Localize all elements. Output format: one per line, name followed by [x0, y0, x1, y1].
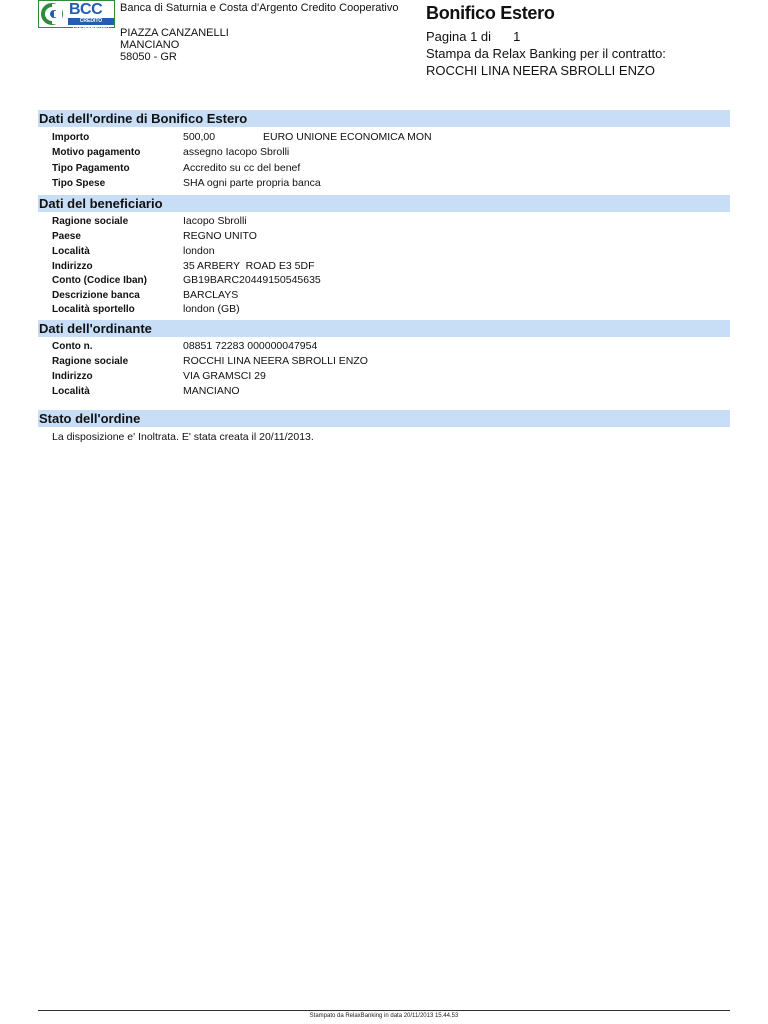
footer-text: Stampato da RelaxBanking in data 20/11/2013 15.44.53: [309, 1013, 459, 1019]
branch-city: MANCIANO: [120, 39, 180, 51]
row-value: london (GB): [183, 303, 240, 315]
row-label: Importo: [52, 132, 90, 143]
order-row: [52, 176, 730, 191]
print-note: Stampa da Relax Banking per il contratto:: [426, 46, 666, 61]
row-label: Indirizzo: [52, 371, 93, 382]
contract-holder: ROCCHI LINA NEERA SBROLLI ENZO: [426, 63, 656, 78]
row-value: Iacopo Sbrolli: [183, 215, 247, 227]
beneficiary-row: [52, 259, 730, 274]
row-value: assegno Iacopo Sbrolli: [183, 146, 290, 158]
row-value: 35 ARBERY ROAD E3 5DF: [183, 260, 315, 272]
row-value: REGNO UNITO: [183, 230, 257, 242]
orderer-row: [52, 384, 730, 399]
orderer-row: [52, 354, 730, 369]
bank-name: Banca di Saturnia e Costa d'Argento Credito Cooperativo: [120, 2, 399, 14]
bcc-logo: [38, 0, 115, 31]
row-label: Paese: [52, 231, 81, 242]
row-label: Indirizzo: [52, 261, 93, 272]
page-total: 1: [513, 29, 521, 44]
row-label: Località: [52, 386, 90, 397]
row-value: SHA ogni parte propria banca: [183, 177, 321, 189]
row-value: 500,00: [183, 131, 216, 143]
row-label: Motivo pagamento: [52, 147, 141, 158]
beneficiary-row: [52, 302, 730, 317]
row-label: Ragione sociale: [52, 216, 129, 227]
row-value: Accredito su cc del benef: [183, 162, 301, 174]
section-order-title: Dati dell'ordine di Bonifico Estero: [38, 110, 730, 127]
row-value: VIA GRAMSCI 29: [183, 370, 266, 382]
row-value: GB19BARC20449150545635: [183, 274, 321, 286]
order-row: [52, 145, 730, 160]
row-label: Località sportello: [52, 304, 135, 315]
orderer-row: [52, 369, 730, 384]
beneficiary-row: [52, 288, 730, 303]
section-beneficiary-title: Dati del beneficiario: [38, 195, 730, 212]
section-orderer-title: Dati dell'ordinante: [38, 320, 730, 337]
row-label: Ragione sociale: [52, 356, 129, 367]
logo-text: BCC: [69, 1, 103, 18]
row-value: 08851 72283 000000047954: [183, 340, 318, 352]
row-label: Conto (Codice Iban): [52, 275, 147, 286]
footer-divider: [38, 1010, 730, 1011]
orderer-row: [52, 339, 730, 354]
bank-info: [120, 2, 399, 63]
row-label: Tipo Pagamento: [52, 163, 130, 174]
row-currency: EURO UNIONE ECONOMICA MON: [263, 131, 432, 143]
order-row: [52, 161, 730, 176]
row-value: ROCCHI LINA NEERA SBROLLI ENZO: [183, 355, 368, 367]
row-label: Località: [52, 246, 90, 257]
branch-address: PIAZZA CANZANELLI: [120, 27, 229, 39]
row-label: Conto n.: [52, 341, 93, 352]
order-row: [52, 130, 730, 145]
page-label: Pagina 1 di: [426, 29, 492, 44]
beneficiary-row: [52, 214, 730, 229]
row-value: london: [183, 245, 215, 257]
row-value: MANCIANO: [183, 385, 240, 397]
page-info: [426, 28, 666, 79]
section-status-title: Stato dell'ordine: [38, 410, 730, 427]
beneficiary-row: [52, 273, 730, 288]
row-value: BARCLAYS: [183, 289, 239, 301]
row-label: Descrizione banca: [52, 290, 140, 301]
beneficiary-row: [52, 244, 730, 259]
document-title: Bonifico Estero: [426, 3, 555, 23]
branch-postal: 58050 - GR: [120, 51, 177, 63]
beneficiary-row: [52, 229, 730, 244]
bcc-emblem-icon: [39, 1, 69, 27]
status-text: La disposizione e' Inoltrata. E' stata creata il 20/11/2013.: [52, 431, 314, 443]
logo-subtitle: CREDITO COOPERATIVO: [68, 18, 114, 25]
row-label: Tipo Spese: [52, 178, 106, 189]
